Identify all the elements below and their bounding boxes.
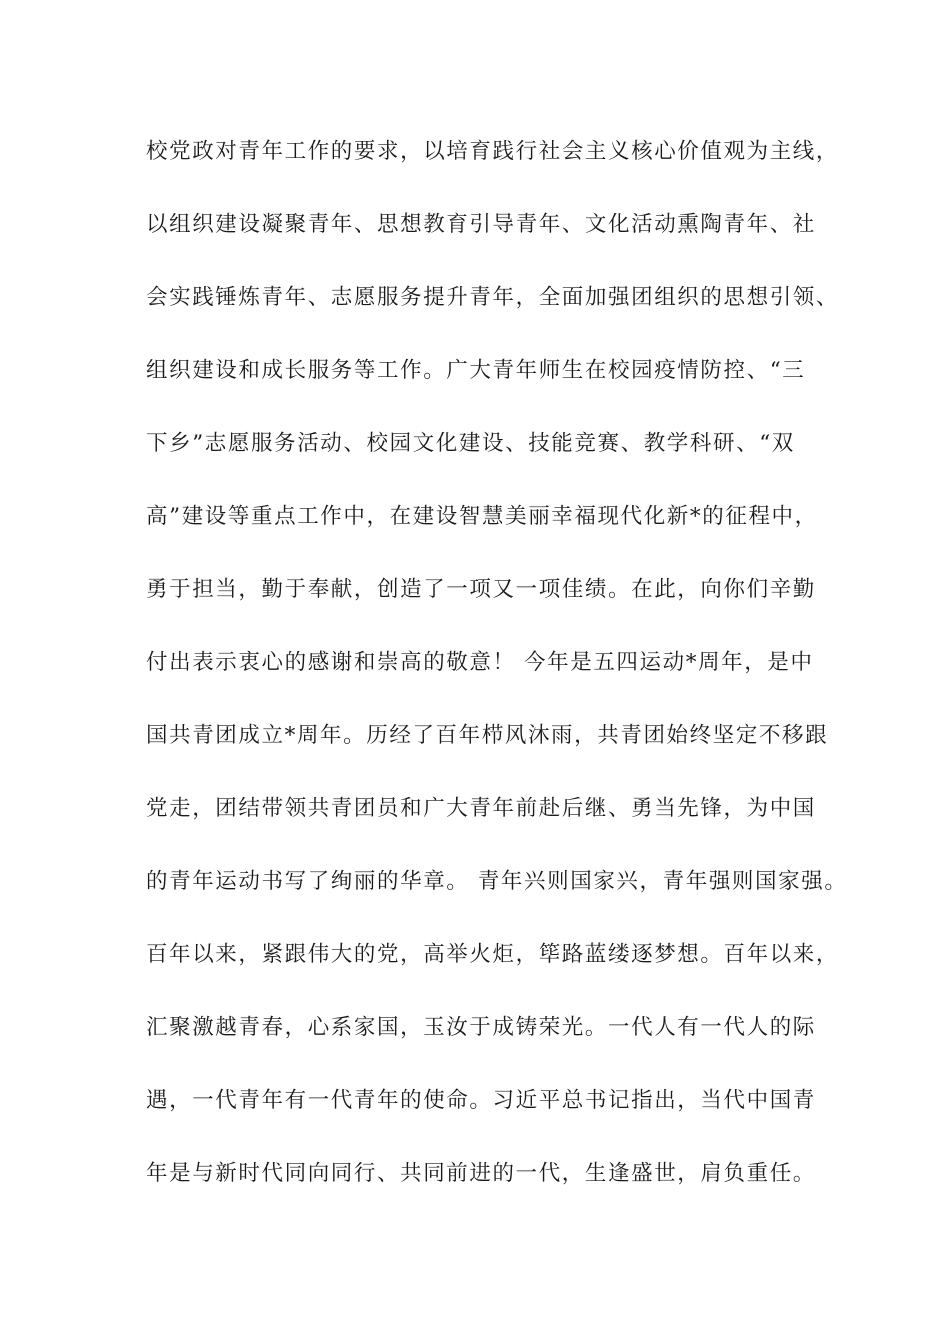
text-line: 勇于担当，勤于奉献，创造了一项又一项佳绩。在此，向你们辛勤 [146, 577, 816, 602]
text-line: 遇，一代青年有一代青年的使命。习近平总书记指出，当代中国青 [146, 1088, 816, 1113]
text-line: 党走，团结带领共青团员和广大青年前赴后继、勇当先锋，为中国 [146, 796, 816, 821]
text-line: 组织建设和成长服务等工作。广大青年师生在校园疫情防控、“三 [146, 358, 806, 383]
text-line: 校党政对青年工作的要求，以培育践行社会主义核心价值观为主线， [146, 139, 840, 164]
text-line: 汇聚激越青春，心系家国，玉汝于成铸荣光。一代人有一代人的际 [146, 1015, 816, 1040]
text-line: 会实践锤炼青年、志愿服务提升青年，全面加强团组织的思想引领、 [146, 285, 840, 310]
text-line: 下乡”志愿服务活动、校园文化建设、技能竞赛、教学科研、“双 [146, 431, 795, 456]
text-line: 百年以来，紧跟伟大的党，高举火炬，筚路蓝缕逐梦想。百年以来， [146, 942, 840, 967]
text-line: 年是与新时代同向同行、共同前进的一代，生逢盛世，肩负重任。 [146, 1161, 816, 1186]
text-line: 付出表示衷心的感谢和崇高的敬意！ 今年是五四运动*周年，是中 [146, 650, 814, 675]
text-line: 国共青团成立*周年。历经了百年栉风沐雨，共青团始终坚定不移跟 [146, 723, 829, 748]
text-line: 的青年运动书写了绚丽的华章。 青年兴则国家兴，青年强则国家强。 [146, 869, 848, 894]
text-line: 以组织建设凝聚青年、思想教育引导青年、文化活动熏陶青年、社 [146, 212, 816, 237]
text-line: 高”建设等重点工作中，在建设智慧美丽幸福现代化新*的征程中， [146, 504, 818, 529]
